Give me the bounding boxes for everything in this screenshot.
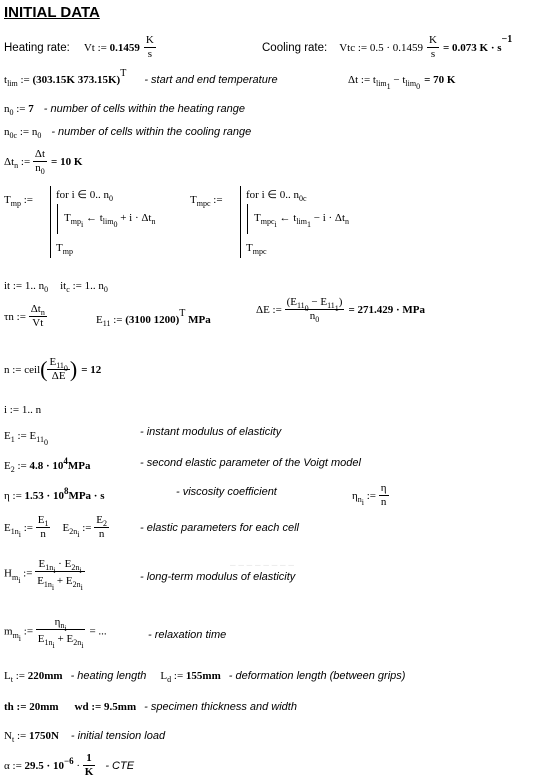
tension-row: $N_t$ := 1750N - initial tension load <box>4 730 166 744</box>
hm-comment: - long-term modulus of elasticity <box>140 571 296 583</box>
n-result: = 12 <box>81 364 102 377</box>
eta-n-row: $\eta_{n_i}$ := $\frac{\eta}{n}$ <box>352 482 387 508</box>
e1-row: $E_1$ := $E_{11_0}$ <box>4 430 48 447</box>
cooling-rate-label: Cooling rate: <box>262 42 328 55</box>
background-ghost-text: – – – – – – – – <box>230 560 294 571</box>
heating-rate-label: Heating rate: <box>4 42 70 55</box>
tlim-value: (303.15K 373.15K) <box>32 74 121 86</box>
length-row: $L_t$ := 220mm - heating length $L_d$ := 155mm - deformation length (between grips) <box>4 670 406 684</box>
delta-tn-result: = 10 K <box>51 156 83 169</box>
delta-t-result: = 70 K <box>424 74 456 86</box>
e1n-row: $E_{1n_i}$ := $\frac{E_1}{n}$ $E_{2n_i}$ := $\frac{E_2}{n}$ <box>4 514 107 540</box>
cooling-rate-result: = 0.073 K · s <box>443 42 502 55</box>
n-ceil-row: n := ceil( $\frac{E_{11_0}}{\Delta E}$ ) = 12 <box>4 356 102 382</box>
eta-row: η := $1.53 \cdot 10^8MPa \cdot s$ <box>4 486 105 502</box>
i-range: i := 1.. n <box>4 404 42 416</box>
heating-rate-row: Heating rate: Vt := 0.1459 $\frac{K}{s}$ <box>4 34 154 60</box>
cte-row: α := $29.5 \cdot 10^{-6}$ · $\frac{1}{K}$ - CTE <box>4 752 135 778</box>
delta-tn-row: $\Delta t_n$ := $\frac{\Delta t}{n_0}$ = 10 K <box>4 148 83 176</box>
mm-row: $m_{m_i}$ := $\frac{\eta_{n_i}}{E_{1n_i} + E_{2n_i}}$ = ... <box>4 616 107 650</box>
page-title: INITIAL DATA <box>4 4 100 21</box>
n0-value: 7 <box>28 103 34 115</box>
delta-e-result: = 271.429 · MPa <box>348 304 426 317</box>
mm-comment: - relaxation time <box>148 629 227 641</box>
e11-row: $E_{11}$ := (3100 1200)$^T$ MPa <box>96 308 211 328</box>
eta-value: 1.53 · 10 <box>24 490 64 502</box>
e2-comment: - second elastic parameter of the Voigt model <box>140 457 361 469</box>
e11-value: (3100 1200) <box>125 314 180 326</box>
cooling-rate-row: Cooling rate: Vtc := 0.5 · 0.1459 $\frac{K}{s}$ = 0.073 $K \cdot s^{-1}$ <box>262 34 513 60</box>
e1n-comment: - elastic parameters for each cell <box>140 522 299 534</box>
e2-row: $E_2$ := $4.8 \cdot 10^4MPa$ <box>4 456 91 474</box>
thickness-width-row: th := 20mm wd := 9.5mm - specimen thickness and width <box>4 701 297 713</box>
cte-value: 29.5 · 10 <box>24 760 64 773</box>
hm-row: $H_{m_i}$ := $\frac{E_{1n_i} \cdot E_{2n_i}}{E_{1n_i} + E_{2n_i}}$ <box>4 558 83 592</box>
n0c-comment: - number of cells within the cooling range <box>51 126 252 138</box>
width-value: wd := 9.5mm <box>74 701 137 713</box>
n0-comment: - number of cells within the heating range <box>43 103 245 115</box>
heating-length-value: 220mm <box>27 670 63 682</box>
e2-value: 4.8 · 10 <box>29 460 64 472</box>
heating-rate-unit: $\frac{K}{s}$ <box>145 34 154 60</box>
tlim-row: $t_{lim}$ := (303.15K 373.15K)$^T$ - start and end temperature <box>4 68 278 88</box>
delta-t-row: Δt := $t_{lim_1} - t_{lim_0} = 70$ K <box>348 74 456 91</box>
tension-value: 1750N <box>28 730 59 742</box>
range-definitions: it := 1.. $n_0$ $it_c$ := 1.. $n_0$ <box>4 280 108 294</box>
tlim-comment: - start and end temperature <box>144 74 278 86</box>
thickness-value: th := 20mm <box>4 701 59 713</box>
n0-row: $n_0$ := 7 - number of cells within the heating range <box>4 103 245 117</box>
delta-e-row: ΔE := $\frac{(E_{11_0} - E_{11_1})}{n_0}$ = 271.429 · MPa <box>256 296 426 324</box>
tau-row: τn := $\frac{\Delta t_n}{Vt}$ <box>4 303 45 329</box>
eta-comment: - viscosity coefficient <box>176 486 277 498</box>
e1-comment: - instant modulus of elasticity <box>140 426 282 438</box>
worksheet: – – – – – – – – INITIAL DATA Heating rate: Vt := 0.1459 $\frac{K}{s}$ Cooling rate: Vtc := 0.5 · 0.1459 $\frac{K}{s}$ = 0.073 $K \cdot s^{-1}$ $t_{lim}$ := (303.15K 373.15K)$^T$ - start and end temperature Δt := $t_{lim_1} - t_{lim_0} = 70$ K $n_0$ := 7 - number of cells within the heating range $n_{0c}$ := $n_0$ - number of cells within the cooling range $\Delta t_n$ := $\frac{\Delta t}{n_0}$ = 10 K $T_{mp}$ := for i ∈ 0.. $n_0$ $T_{mp_i}$ ← $t_{lim_0} + i \cdot \Delta t_n$ $T_{mp}$ $T_{mpc}$ := for i ∈ 0.. $n_{0c}$ $T_{mpc_i}$ ← $t_{lim_1} - i \cdot \Delta t_n$ $T_{mpc}$ it := 1.. $n_0$ $it_c$ := 1.. $n_0$ τn := $\frac{\Delta t_n}{Vt}$ $E_{11}$ := (3100 1200)$^T$ MPa ΔE := $\frac{(E_{11_0} - E_{11_1})}{n_0}$ = 271.429 · MPa n := ceil( $\frac{E_{11_0}}{\Delta E}$ ) = 12 i := 1.. n $E_1$ := $E_{11_0}$ - instant modulus of elasticity $E_2$ := $4.8 \cdot 10^4MPa$ - second elastic parameter of the Voigt model η := $1.53 \cdot 10^8MPa \cdot s$ - viscosity coefficient $\eta_{n_i}$ := $\frac{\eta}{n}$ $E_{1n_i}$ := $\frac{E_1}{n}$ $E_{2n_i}$ := $\frac{E_2}{n}$ - elastic parameters for each cell $H_{m_i}$ := $\frac{E_{1n_i} \cdot E_{2n_i}}{E_{1n_i} + E_{2n_i}}$ - long-term modulus of elasticity $m_{m_i}$ := $\frac{\eta_{n_i}}{E_{1n_i} + E_{2n_i}}$ = ... - relaxation time $L_t$ := 220mm - heating length $L_d$ := 155mm - deformation length (between grips) th := 20mm wd := 9.5mm - specimen thickness and width $N_t$ := 1750N - initial tension load α := $29.5 \cdot 10^{-6}$ · $\frac{1}{K}$ - CTE <box>4 4 513 778</box>
n0c-row: $n_{0c}$ := $n_0$ - number of cells within the cooling range <box>4 126 252 140</box>
deformation-length-value: 155mm <box>185 670 221 682</box>
